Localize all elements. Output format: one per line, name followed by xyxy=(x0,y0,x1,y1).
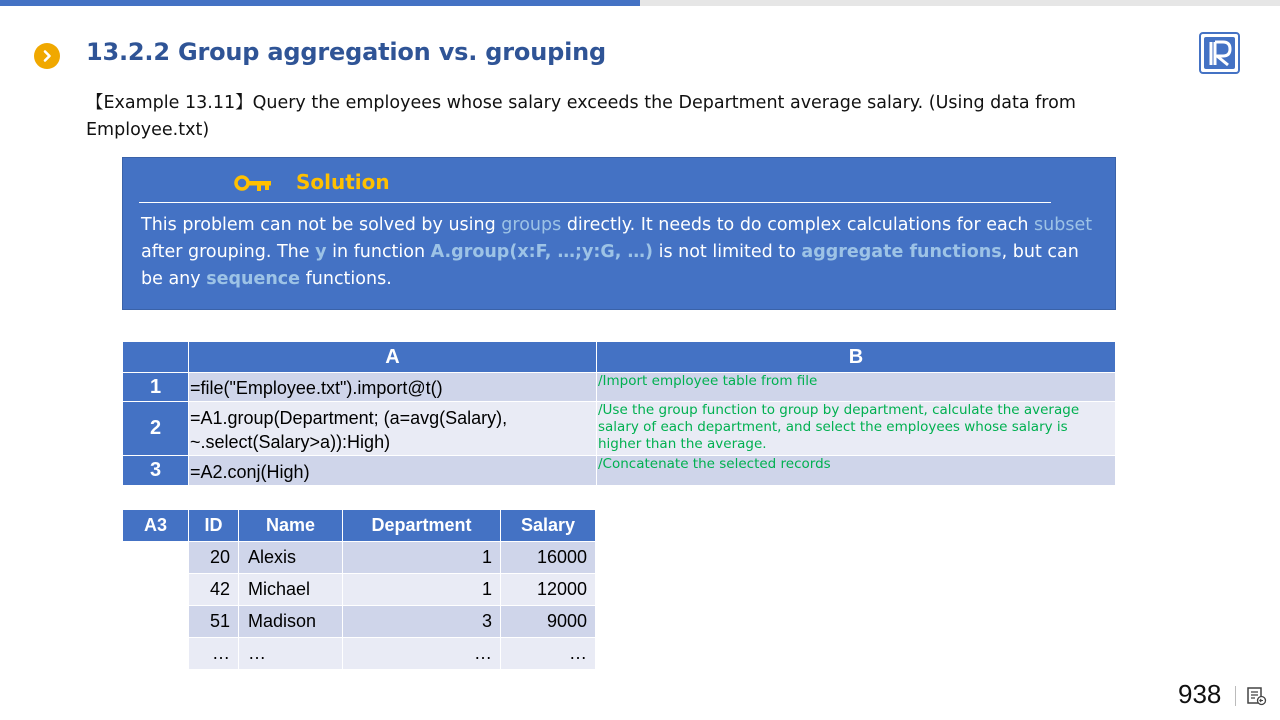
highlight-sequence: sequence xyxy=(206,269,301,289)
result-header-name: Name xyxy=(239,510,343,542)
key-icon xyxy=(234,172,274,194)
header-corner xyxy=(123,342,189,373)
row-number: 2 xyxy=(123,402,189,456)
code-table xyxy=(122,341,1116,486)
comment-cell: /Use the group function to group by department, calculate the average salary of each department, and select the employees whose salary is higher than the average. xyxy=(597,402,1116,456)
code-row xyxy=(123,402,1116,456)
solution-divider xyxy=(139,202,1051,203)
cell-id: … xyxy=(189,638,239,670)
cell-name: Michael xyxy=(239,574,343,606)
column-header-b: B xyxy=(597,342,1116,373)
table-row xyxy=(123,574,596,606)
solution-title: Solution xyxy=(296,170,390,194)
table-row xyxy=(123,606,596,638)
cell-name: Alexis xyxy=(239,542,343,574)
code-row xyxy=(123,373,1116,402)
cell-salary: … xyxy=(501,638,596,670)
cell-salary: 16000 xyxy=(501,542,596,574)
cell-id: 51 xyxy=(189,606,239,638)
cell-salary: 9000 xyxy=(501,606,596,638)
highlight-group-function: A.group(x:F, …;y:G, …) xyxy=(430,242,654,262)
cell-department: 1 xyxy=(343,574,501,606)
result-header-salary: Salary xyxy=(501,510,596,542)
result-label: A3 xyxy=(123,510,189,542)
cell-department: 3 xyxy=(343,606,501,638)
table-row xyxy=(123,542,596,574)
r-logo xyxy=(1199,32,1240,74)
row-number: 1 xyxy=(123,373,189,402)
result-table xyxy=(122,509,596,670)
highlight-y: y xyxy=(315,242,327,262)
code-cell: =A2.conj(High) xyxy=(189,456,597,486)
result-header-id: ID xyxy=(189,510,239,542)
progress-fill xyxy=(0,0,640,6)
solution-text: This problem can not be solved by using groups directly. It needs to do complex calculations for each subset after grouping. The y in function A.group(x:F, …;y:G, …) is not limited to aggregate functions, but can be any sequence functions. xyxy=(141,215,1093,289)
example-text: 【Example 13.11】Query the employees whose salary exceeds the Department average salary. (Using data from Employee.txt) xyxy=(86,93,1076,140)
comment-cell: /Concatenate the selected records xyxy=(597,456,1116,486)
page-title: 13.2.2 Group aggregation vs. grouping xyxy=(86,38,606,66)
highlight-groups: groups xyxy=(501,215,562,235)
page-divider xyxy=(1235,686,1236,706)
code-cell: =A1.group(Department; (a=avg(Salary), ~.select(Salary>a)):High) xyxy=(189,402,597,456)
result-header-department: Department xyxy=(343,510,501,542)
code-row xyxy=(123,456,1116,486)
cell-department: … xyxy=(343,638,501,670)
cell-salary: 12000 xyxy=(501,574,596,606)
cell-id: 20 xyxy=(189,542,239,574)
highlight-aggregate-functions: aggregate functions xyxy=(801,242,1002,262)
solution-box xyxy=(122,157,1116,310)
comment-cell: /Import employee table from file xyxy=(597,373,1116,402)
chevron-right-circle-icon xyxy=(34,43,60,69)
column-header-a: A xyxy=(189,342,597,373)
cell-id: 42 xyxy=(189,574,239,606)
row-number: 3 xyxy=(123,456,189,486)
page-number: 938 xyxy=(1178,679,1222,709)
code-cell: =file("Employee.txt").import@t() xyxy=(189,373,597,402)
notes-icon[interactable] xyxy=(1246,686,1268,706)
cell-department: 1 xyxy=(343,542,501,574)
cell-name: … xyxy=(239,638,343,670)
table-row xyxy=(123,638,596,670)
progress-track xyxy=(0,0,1280,6)
highlight-subset: subset xyxy=(1034,215,1093,235)
cell-name: Madison xyxy=(239,606,343,638)
